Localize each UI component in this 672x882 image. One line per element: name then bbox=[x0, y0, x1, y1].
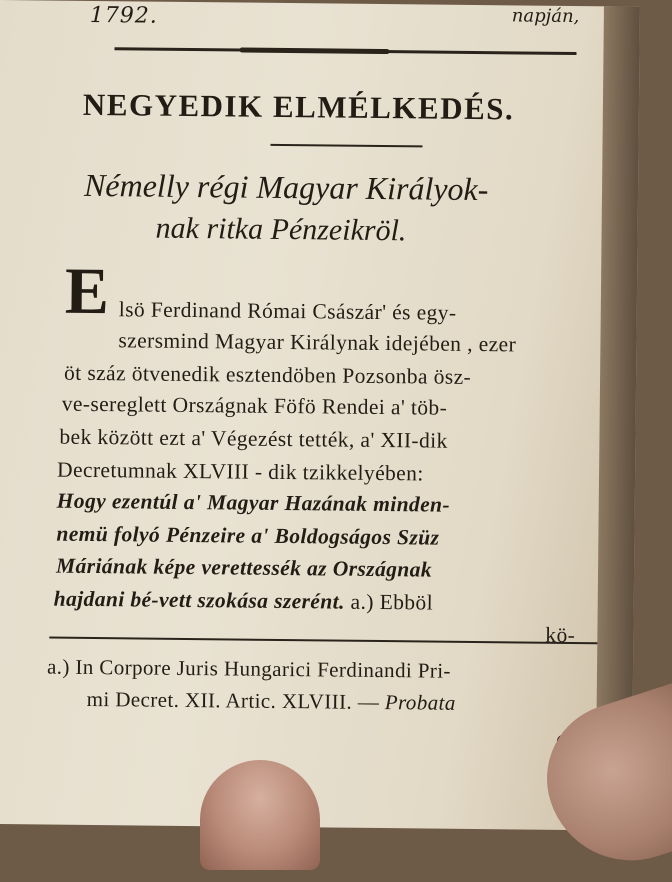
page-year: 1792. bbox=[89, 2, 158, 29]
body-line-2: szersmind Magyar Királynak idejében , ezer bbox=[118, 328, 517, 357]
body-line-4: ve-sereglett Országnak Föfö Rendei a' töb- bbox=[61, 391, 448, 420]
footnote-line-2-italic: Probata bbox=[384, 690, 456, 715]
footnote-reference: a.) Ebböl bbox=[350, 589, 434, 615]
body-line-6: Decretumnak XLVIII - dik tzikkelyében: bbox=[56, 457, 424, 486]
body-line-1: lsö Ferdinand Római Császár' és egy- bbox=[118, 297, 457, 325]
catchword: kö- bbox=[545, 622, 576, 648]
title-rule bbox=[270, 144, 422, 148]
left-thumb bbox=[200, 760, 320, 870]
body-line-3: öt száz ötvenedik esztendöben Pozsonba ösz- bbox=[63, 360, 472, 389]
body-line-8: nemü folyó Pénzeire a' Boldogságos Szüz bbox=[56, 521, 440, 550]
footnote-rule bbox=[49, 637, 609, 645]
subtitle-line-2: nak ritka Pénzeikröl. bbox=[155, 211, 407, 248]
header-rule-ornament bbox=[239, 48, 389, 55]
chapter-title: NEGYEDIK ELMÉLKEDÉS. bbox=[82, 86, 515, 127]
drop-cap: E bbox=[64, 254, 110, 329]
running-head-fragment: napján, bbox=[511, 5, 580, 28]
footnote-line-1: a.) In Corpore Juris Hungarici Ferdinandi Pri- bbox=[46, 654, 452, 683]
body-line-10 bbox=[54, 587, 434, 616]
subtitle-line-1: Némelly régi Magyar Királyok- bbox=[83, 166, 489, 208]
body-line-7: Hogy ezentúl a' Magyar Hazának minden- bbox=[56, 488, 451, 517]
body-line-5: bek között ezt a' Végezést tették, a' XII-dik bbox=[59, 424, 448, 453]
footnote-line-2-main: mi Decret. XII. Artic. XLVIII. — bbox=[86, 686, 380, 715]
footnote-line-2 bbox=[87, 687, 456, 716]
body-line-9: Máriának képe verettessék az Országnak bbox=[55, 553, 433, 582]
body-line-10-italic: hajdani bé-vett szokása szerént. bbox=[53, 586, 345, 614]
